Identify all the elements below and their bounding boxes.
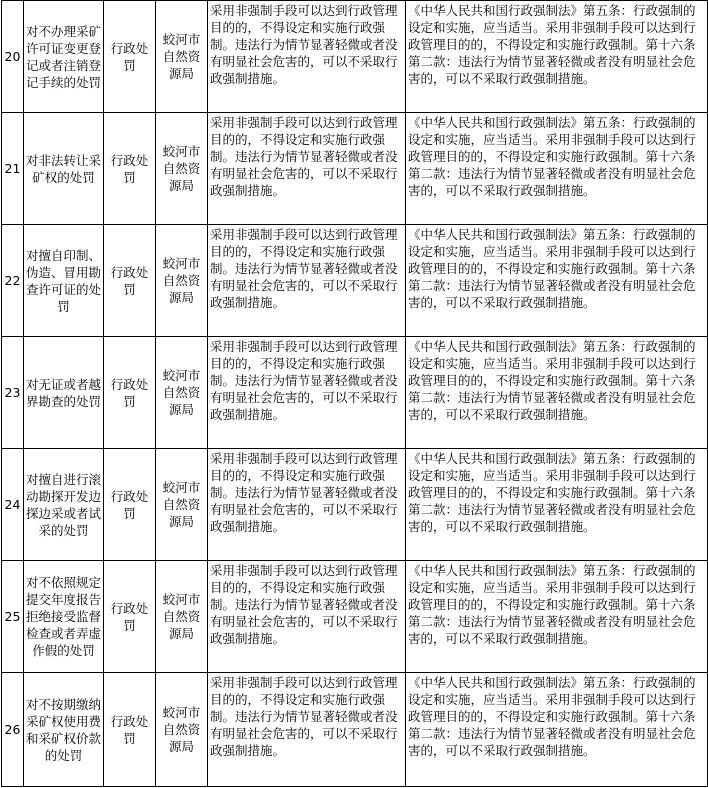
legal-basis: 《中华人民共和国行政强制法》第五条：行政强制的设定和实施，应当适当。采用非强制手段可以达到行政管理目的的，不得设定和实施行政强制。第十六条第二款：违法行为情节显著轻微或者没有明显社会危害的，可以不采取行政强制措施。 [406,673,708,787]
item-name: 对擅自印制、伪造、冒用勘查许可证的处罚 [24,225,104,337]
legal-basis: 《中华人民共和国行政强制法》第五条：行政强制的设定和实施，应当适当。采用非强制手段可以达到行政管理目的的，不得设定和实施行政强制。第十六条第二款：违法行为情节显著轻微或者没有明显社会危害的，可以不采取行政强制措施。 [406,449,708,561]
row-number: 20 [2,1,24,113]
exemption-reason: 采用非强制手段可以达到行政管理目的的，不得设定和实施行政强制。违法行为情节显著轻微或者没有明显社会危害的，可以不采取行政强制措施。 [208,113,406,225]
table-row [2,449,708,561]
row-number: 25 [2,561,24,673]
item-type: 行政处罚 [104,449,156,561]
implementing-agency: 蛟河市自然资源局 [156,673,208,787]
exemption-reason: 采用非强制手段可以达到行政管理目的的，不得设定和实施行政强制。违法行为情节显著轻微或者没有明显社会危害的，可以不采取行政强制措施。 [208,337,406,449]
item-name: 对不办理采矿许可证变更登记或者注销登记手续的处罚 [24,1,104,113]
item-type: 行政处罚 [104,1,156,113]
exemption-reason: 采用非强制手段可以达到行政管理目的的，不得设定和实施行政强制。违法行为情节显著轻微或者没有明显社会危害的，可以不采取行政强制措施。 [208,561,406,673]
implementing-agency: 蛟河市自然资源局 [156,561,208,673]
row-number: 22 [2,225,24,337]
implementing-agency: 蛟河市自然资源局 [156,337,208,449]
item-name: 对不依照规定提交年度报告拒绝接受监督检查或者弄虚作假的处罚 [24,561,104,673]
item-name: 对无证或者越界勘查的处罚 [24,337,104,449]
item-name: 对非法转让采矿权的处罚 [24,113,104,225]
exemption-reason: 采用非强制手段可以达到行政管理目的的，不得设定和实施行政强制。违法行为情节显著轻微或者没有明显社会危害的，可以不采取行政强制措施。 [208,673,406,787]
table-row [2,1,708,113]
legal-basis: 《中华人民共和国行政强制法》第五条：行政强制的设定和实施，应当适当。采用非强制手段可以达到行政管理目的的，不得设定和实施行政强制。第十六条第二款：违法行为情节显著轻微或者没有明显社会危害的，可以不采取行政强制措施。 [406,337,708,449]
enforcement-table [1,0,708,787]
table-row [2,561,708,673]
table-row [2,673,708,787]
legal-basis: 《中华人民共和国行政强制法》第五条：行政强制的设定和实施，应当适当。采用非强制手段可以达到行政管理目的的，不得设定和实施行政强制。第十六条第二款：违法行为情节显著轻微或者没有明显社会危害的，可以不采取行政强制措施。 [406,1,708,113]
item-name: 对不按期缴纳采矿权使用费和采矿权价款的处罚 [24,673,104,787]
item-type: 行政处罚 [104,673,156,787]
item-type: 行政处罚 [104,113,156,225]
item-type: 行政处罚 [104,225,156,337]
exemption-reason: 采用非强制手段可以达到行政管理目的的，不得设定和实施行政强制。违法行为情节显著轻微或者没有明显社会危害的，可以不采取行政强制措施。 [208,225,406,337]
implementing-agency: 蛟河市自然资源局 [156,225,208,337]
implementing-agency: 蛟河市自然资源局 [156,1,208,113]
implementing-agency: 蛟河市自然资源局 [156,113,208,225]
table-row [2,337,708,449]
item-type: 行政处罚 [104,561,156,673]
legal-basis: 《中华人民共和国行政强制法》第五条：行政强制的设定和实施，应当适当。采用非强制手段可以达到行政管理目的的，不得设定和实施行政强制。第十六条第二款：违法行为情节显著轻微或者没有明显社会危害的，可以不采取行政强制措施。 [406,225,708,337]
row-number: 23 [2,337,24,449]
table-row [2,113,708,225]
table-row [2,225,708,337]
legal-basis: 《中华人民共和国行政强制法》第五条：行政强制的设定和实施，应当适当。采用非强制手段可以达到行政管理目的的，不得设定和实施行政强制。第十六条第二款：违法行为情节显著轻微或者没有明显社会危害的，可以不采取行政强制措施。 [406,561,708,673]
row-number: 26 [2,673,24,787]
legal-basis: 《中华人民共和国行政强制法》第五条：行政强制的设定和实施，应当适当。采用非强制手段可以达到行政管理目的的，不得设定和实施行政强制。第十六条第二款：违法行为情节显著轻微或者没有明显社会危害的，可以不采取行政强制措施。 [406,113,708,225]
exemption-reason: 采用非强制手段可以达到行政管理目的的，不得设定和实施行政强制。违法行为情节显著轻微或者没有明显社会危害的，可以不采取行政强制措施。 [208,1,406,113]
item-name: 对擅自进行滚动勘探开发边探边采或者试采的处罚 [24,449,104,561]
row-number: 24 [2,449,24,561]
item-type: 行政处罚 [104,337,156,449]
implementing-agency: 蛟河市自然资源局 [156,449,208,561]
row-number: 21 [2,113,24,225]
exemption-reason: 采用非强制手段可以达到行政管理目的的，不得设定和实施行政强制。违法行为情节显著轻微或者没有明显社会危害的，可以不采取行政强制措施。 [208,449,406,561]
